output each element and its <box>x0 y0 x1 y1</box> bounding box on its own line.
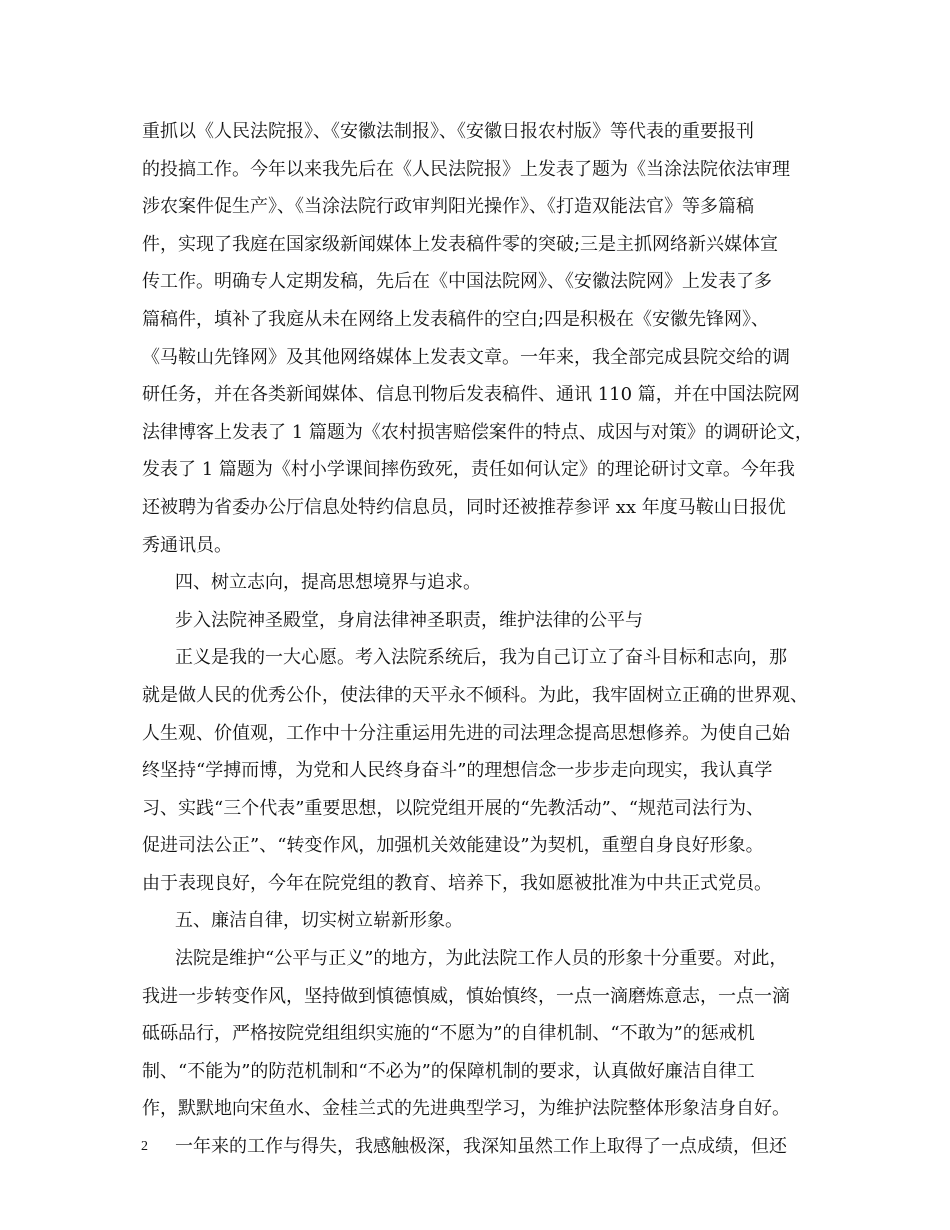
text-line: 发表了 1 篇题为《村小学课间摔伤致死，责任如何认定》的理论研讨文章。今年我 <box>142 459 795 481</box>
text-line: 一年来的工作与得失，我感触极深，我深知虽然工作上取得了一点成绩，但还 <box>175 1136 787 1158</box>
text-line: 人生观、价值观，工作中十分注重运用先进的司法理念提高思想修养。为使自己始 <box>142 722 790 744</box>
text-line: 还被聘为省委办公厅信息处特约信息员，同时还被推荐参评 xx 年度马鞍山日报优 <box>142 496 786 518</box>
text-line: 件，实现了我庭在国家级新闻媒体上发表稿件零的突破;三是主抓网络新兴媒体宣 <box>142 233 779 255</box>
text-line: 研任务，并在各类新闻媒体、信息刊物后发表稿件、通讯 110 篇，并在中国法院网 <box>142 384 800 406</box>
text-line: 传工作。明确专人定期发稿，先后在《中国法院网》、《安徽法院网》上发表了多 <box>142 271 772 293</box>
text-line: 习、实践“三个代表”重要思想，以院党组开展的“先教活动”、“规范司法行为、 <box>142 797 765 819</box>
text-line: 秀通讯员。 <box>142 534 232 556</box>
text-line: 正义是我的一大心愿。考入法院系统后，我为自己订立了奋斗目标和志向，那 <box>175 647 787 669</box>
text-line: 四、树立志向，提高思想境界与追求。 <box>175 572 481 594</box>
text-line: 《马鞍山先锋网》及其他网络媒体上发表文章。一年来，我全部完成县院交给的调 <box>142 346 790 368</box>
text-line: 促进司法公正”、“转变作风，加强机关效能建设”为契机，重塑自身良好形象。 <box>142 835 764 857</box>
body-text <box>142 113 812 1166</box>
text-line: 终坚持“学搏而博，为党和人民终身奋斗”的理想信念一步步走向现实，我认真学 <box>142 760 773 782</box>
text-line: 我进一步转变作风，坚持做到慎德慎威，慎始慎终，一点一滴磨炼意志，一点一滴 <box>142 985 790 1007</box>
text-line: 由于表现良好，今年在院党组的教育、培养下，我如愿被批准为中共正式党员。 <box>142 872 772 894</box>
text-line: 涉农案件促生产》、《当涂法院行政审判阳光操作》、《打造双能法官》等多篇稿 <box>142 196 754 218</box>
page-number: 2 <box>141 1139 148 1154</box>
text-line: 的投搞工作。今年以来我先后在《人民法院报》上发表了题为《当涂法院依法审理 <box>142 158 790 180</box>
text-line: 法律博客上发表了 1 篇题为《农村损害赔偿案件的特点、成因与对策》的调研论文， <box>142 421 813 443</box>
text-line: 重抓以《人民法院报》、《安徽法制报》、《安徽日报农村版》等代表的重要报刊 <box>142 121 754 142</box>
text-line: 作，默默地向宋鱼水、金桂兰式的先进典型学习，为维护法院整体形象洁身自好。 <box>142 1098 790 1120</box>
text-line: 就是做人民的优秀公仆，使法律的天平永不倾科。为此，我牢固树立正确的世界观、 <box>142 684 808 706</box>
text-line: 篇稿件，填补了我庭从未在网络上发表稿件的空白;四是积极在《安徽先锋网》、 <box>142 308 770 330</box>
text-line: 砥砾品行，严格按院党组组织实施的“不愿为”的自律机制、“不敢为”的惩戒机 <box>142 1023 755 1045</box>
text-line: 步入法院神圣殿堂，身肩法律神圣职责，维护法律的公平与 <box>175 609 643 631</box>
text-line: 五、廉洁自律，切实树立崭新形象。 <box>175 910 463 932</box>
text-line: 法院是维护“公平与正义”的地方，为此法院工作人员的形象十分重要。对此， <box>175 948 788 970</box>
text-line: 制、“不能为”的防范机制和“不必为”的保障机制的要求，认真做好廉洁自律工 <box>142 1060 755 1082</box>
